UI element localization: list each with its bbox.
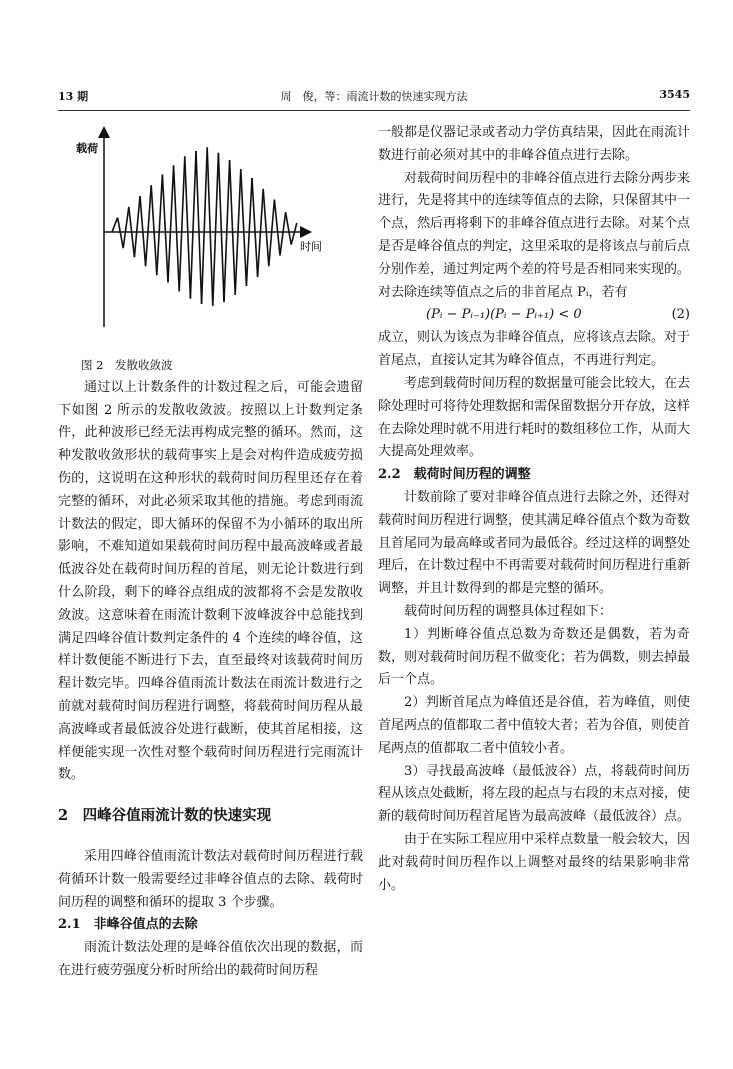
wave-segment [218,153,224,302]
equation-body: (Pᵢ − Pᵢ₋₁)(Pᵢ − Pᵢ₊₁) < 0 [426,307,582,323]
wave-segment [118,218,124,249]
wave-segment [274,200,280,256]
body-paragraph: 雨流计数法处理的是峰谷值依次出现的数据，而在进行疲劳强度分析时所给出的载荷时间历程 [58,940,363,978]
page-number: 3545 [659,88,690,101]
body-paragraph: 采用四峰谷值雨流计数法对载荷时间历程进行载荷循环计数一般需要经过非峰谷值点的去除、载荷时间历程的调整和循环的提取 3 个步骤。 [58,848,363,910]
running-title: 周 俊，等：雨流计数的快速实现方法 [280,90,468,103]
page-header [58,88,690,110]
y-axis-label: 载荷 [76,142,98,155]
body-paragraph: 对载荷时间历程中的非峰谷值点进行去除分两步来进行，先是将其中的连续等值点的去除，只保留其中一个点，然后再将剩下的非峰谷值点进行去除。对某个点是否是峰谷值点的判定，这里采取的是将该点与前后点分别作差，通过判定两个差的符号是否相同来实现的。对去除连续等值点之后的非首尾点 Pᵢ，若有 [378,170,691,300]
body-paragraph: 考虑到载荷时间历程的数据量可能会比较大，在去除处理时可将待处理数据和需保留数据分开存放，这样在去除处理时就不用进行耗时的数组移位工作，从而大大提高处理效率。 [378,375,691,460]
x-axis-label: 时间 [300,240,322,253]
wave-segment [252,178,258,277]
wave-segment [123,207,129,248]
equation-2 [378,304,690,327]
wave-segment [140,196,146,266]
figure-2 [58,122,363,354]
wave-segment [185,156,191,298]
wave-segment [291,223,297,245]
subsection-heading: 2.1 非峰谷值点的去除 [58,917,198,933]
header-rule [58,110,690,111]
body-paragraph: 成立，则认为该点为非峰谷值点，应将该点去除。对于首尾点，直接认定其为峰谷值点，不再进行判定。 [378,330,691,369]
wave-segment [157,174,163,275]
body-paragraph: 一般都是仪器记录或者动力学仿真结果，因此在雨流计数进行前必须对其中的非峰谷值点进行去除。 [378,125,691,163]
subsection-heading: 2.2 载荷时间历程的调整 [378,467,531,483]
wave-series [112,147,297,305]
left-column [58,122,363,983]
wave-segment [202,147,208,304]
wave-segment [112,218,118,232]
wave-segment [174,165,180,291]
body-paragraph: 计数前除了要对非峰谷值点进行去除之外，还得对载荷时间历程进行调整，使其满足峰谷值点个数为奇数且首尾同为最高峰或者同为最低谷。经过这样的调整处理后，在计数过程中不再需要对载荷时间历程进行重新调整，并且计数得到的都是完整的循环。 [378,489,691,597]
list-item: 2）判断首尾点为峰值还是谷值，若为峰值，则使首尾两点的值都取二者中值较大者；若为谷值，则使首尾两点的值都取二者中值较小者。 [378,695,691,756]
wave-segment [224,160,230,302]
wave-segment [280,212,286,255]
wave-segment [286,212,292,244]
wave-segment [263,189,269,266]
body-paragraph: 由于在实际工程应用中采样点数量一般会较大，因此对载荷时间历程作以上调整对最终的结果影响非常小。 [378,831,691,893]
section-heading: 2 四峰谷值雨流计数的快速实现 [58,807,272,825]
wave-segment [151,185,157,275]
wave-segment [269,200,275,267]
wave-segment [207,147,213,305]
wave-segment [146,185,152,266]
wave-segment [179,156,185,291]
wave-plot [70,122,350,347]
wave-segment [190,151,196,299]
wave-segment [162,174,168,282]
wave-segment [230,160,236,295]
wave-segment [213,153,219,306]
equation-number: (2) [671,307,690,323]
list-item: 3）寻找最高波峰（最低波谷）点，将载荷时间历程从该点处截断，将左段的起点与右段的末点对接，使新的载荷时间历程首尾皆为最高波峰（最低波谷）点。 [378,763,691,825]
wave-segment [134,196,140,257]
right-column [378,122,690,897]
wave-segment [196,151,202,304]
wave-segment [168,165,174,282]
wave-segment [241,169,247,286]
figure-caption: 图 2 发散收敛波 [81,358,173,372]
body-paragraph: 载荷时间历程的调整具体过程如下： [404,603,613,619]
list-item: 1）判断峰谷值点总数为奇数还是偶数，若为奇数，则对载荷时间历程不做变化；若为偶数，则去掉最后一个点。 [378,626,691,688]
body-paragraph: 通过以上计数条件的计数过程之后，可能会遗留下如图 2 所示的发散收敛波。按照以上计数判定条件，此种波形已经无法再构成完整的循环。然而，这种发散收敛形状的载荷事实上是会对构件造成疲劳损伤的，这说明在这种形状的载荷时间历程里还存在着完整的循环，对此必须采取其他的措施。考虑到雨流计数法的假定，即大循环的保留不为小循环的取出所影响，不难知道如果载荷时间历程中最高波峰或者最低波谷处在载荷时间历程的首尾，则无论计数进行到什么阶段，剩下的峰谷点组成的波都将不会是发散收敛波。这意味着在雨流计数剩下波峰波谷中总能找到满足四峰谷值计数判定条件的 4 个连续的峰谷值，这样计数便能不断进行下去，直至最终对该载荷时间历程计数完毕。四峰谷值雨流计数法在雨流计数进行之前就对载荷时间历程进行调整，将载荷时间历程从最高波峰或者最低波谷处进行截断，使其首尾相接，这样便能实现一次性对整个载荷时间历程进行完雨流计数。 [58,379,363,783]
wave-segment [258,189,264,277]
issue-number: 13 期 [58,90,89,103]
